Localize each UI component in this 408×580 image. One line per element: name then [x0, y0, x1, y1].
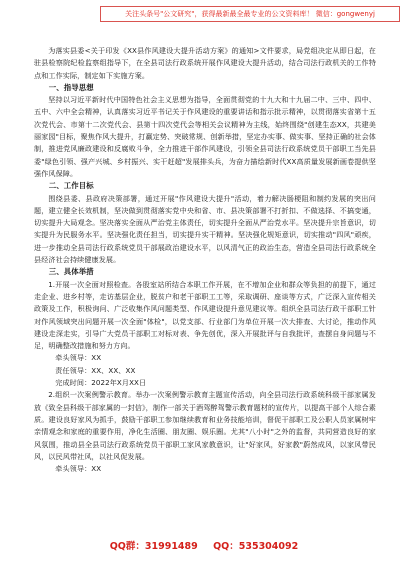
section-2-paragraph: 围绕县委、县政府决策部署，通过开展"作风建设大提升"活动，着力解决肠梗阻和制约发展的突出问题，建立健全长效机制，坚决做到贯彻落实党中央和省、市、县决策部署不打折扣、不做选择、不搞变通，切实提升大局观念。坚决落实全面从严治党主体责任，切实提升全面从严治党水平。坚决提升宗旨意识，切实提升为民服务水平。坚决强化责任担当，切实提升实干精神。坚决强化规矩意识，切实推动"四风"顽疾，进一步推动全县司法行政系统党员干部展政治建设水平，以风清气正的政治生态，营造全县司法行政系统全县经济社会持续健康发展。 — [34, 193, 376, 265]
document-body — [34, 45, 376, 475]
promo-banner: 关注头条号"公文研究"，获得最新最全最专业的公文资料库！ 微信：gongwenyj — [100, 6, 400, 22]
measure-1-lead: 牵头领导：XX — [55, 353, 102, 363]
section-1-paragraph: 坚持以习近平新时代中国特色社会主义思想为指导，全面贯彻党的十九大和十九届二中、三中、四中、五中、六中全会精神，认真落实习近平书记关于作风建设的重要讲话和指示批示精神，以贯彻落实省第十五次党代会、市第十二次党代会、县第十四次党代会等相关会议精神为主线，始终围绕"创建生态XX，共建美丽家园"目标，聚焦作风大提升，打赢定势、突破常规、创新举措，坚定办实事、做实事、坚持正确的社会体制，推进党风廉政建设和反腐败斗争，全力推进干部作风建设，引领全县司法行政系统党员干部职工当先县委"绿色引领、强产兴城、乡村振兴、实干赶超"发展排头兵，为奋力描绘新时代XX高质量发展新画卷提供坚强作风保障。 — [34, 95, 376, 178]
section-heading-1: 一、指导思想 — [48, 82, 94, 92]
measure-1-deadline: 完成时间：2022年X月XX日 — [55, 378, 147, 388]
contact-footer — [0, 538, 408, 552]
qq-number: QQ：535304092 — [213, 541, 299, 552]
measure-2-lead: 牵头领导：XX — [55, 464, 102, 474]
measure-1-responsible: 责任领导：XX、XX、XX — [55, 365, 136, 375]
section-heading-2: 二、工作目标 — [48, 181, 94, 191]
qq-group: QQ群：31991489 — [109, 541, 198, 552]
section-heading-3: 三、具体举措 — [48, 267, 94, 277]
measure-1-paragraph: 1.开展一次全面对照检查。各股室站所结合本职工作开展，在不增加企业和群众等负担的前提下，通过走企业、进乡村等，走访基层企业，脱贫户和老干部职工工等，采取调研、座谈等方式，广泛深入宣传相关政策及工作，积极询问、广泛收集作风问题类型、作风建设提升意见建议等。组织全县司法行政干部职工针对作风领域突出问题开展一次全面"体检"，以党支部、行业部门为单位开展一次大排查、大讨论，推动作风建设走深走实，引导广大党员干部职工对标对表、争先创优，深入开展批评与自我批评，查摆自身问题与不足，明确整改措施和努力方向。 — [34, 279, 376, 351]
intro-paragraph: 为落实县委<关于印发《XX县作风建设大提升活动方案》的通知>文件要求，局党组决定从即日起，在驻县检察院纪检监察组指导下，在全县司法行政系统开展作风建设大提升活动，结合司法行政机关的工作特点和工作实际，制定如下实施方案。 — [34, 46, 376, 80]
measure-2-paragraph: 2.组织一次案例警示教育。举办一次案例警示教育主题宣传活动，向全县司法行政系统科级干部家属发放《致全县科级干部家属的一封信》，制作一部关于酒驾醉驾警示教育题材的宣传片，以提高干部个人综合素质。建设良好家风为抓手，鼓励干部职工参加继续教育和业务技能培训，督促干部职工及公职人员家属树牢亲情观念和家庭的重要作用，净化生活圈、朋友圈、娱乐圈。尤其"八小时"之外的监督，共同营造良好的家风氛围，推动县全县司法行政系统党员干部职工家风家教意识，让"好家风，好家教"蔚然成风，以家风带民风，以民风带社风，以社风促发展。 — [34, 390, 376, 461]
